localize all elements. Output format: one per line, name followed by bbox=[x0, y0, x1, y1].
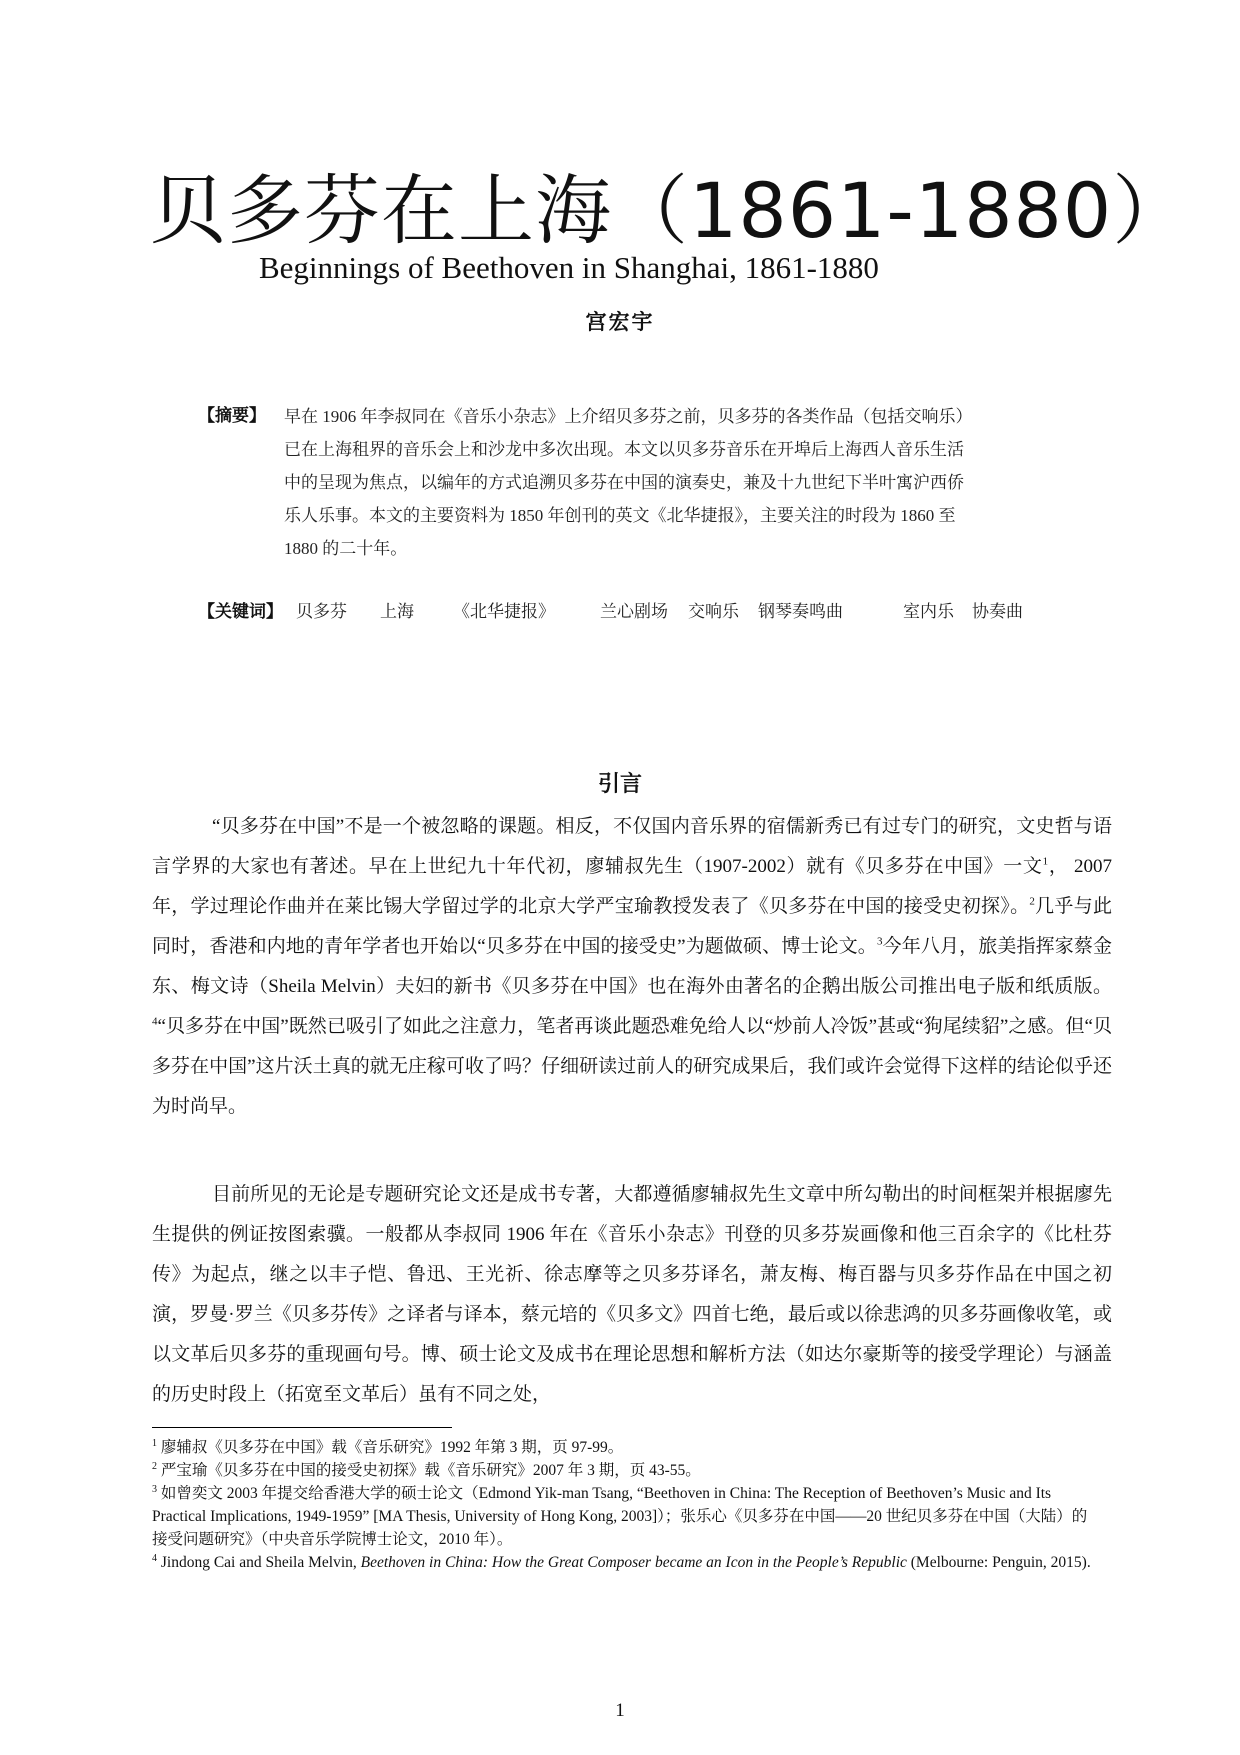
section-heading-intro: 引言 bbox=[597, 772, 642, 797]
footnotes bbox=[152, 1436, 1092, 1574]
abstract-line: 早在 1906 年李叔同在《音乐小杂志》上介绍贝多芬之前，贝多芬的各类作品（包括交响乐） bbox=[284, 407, 973, 426]
keyword-item: 上海 bbox=[380, 602, 414, 621]
author-name: 宫宏宇 bbox=[585, 310, 655, 334]
footnote-1: $^1$ 廖辅叔《贝多芬在中国》载《音乐研究》1992 年第 3 期，页 97-99。 bbox=[152, 1437, 624, 1456]
body-paragraph-1: “贝多芬在中国”不是一个被忽略的课题。相反，不仅国内音乐界的宿儒新秀已有过专门的研究，文史哲与语言学界的大家也有著述。早在上世纪九十年代初，廖辅叔先生（1907-2002）就有《贝多芬在中国》一文$^1$， 2007 年，学过理论作曲并在莱比锡大学留过学的北京大学严宝瑜教授发表了《贝多芬在中国的接受史初探》。$^2$几乎与此同时，香港和内地的青年学者也开始以“贝多芬在中国的接受史”为题做硕、博士论文。$^3$今年八月，旅美指挥家蔡金东、梅文诗（Sheila Melvin）夫妇的新书《贝多芬在中国》也在海外由著名的企鹅出版公司推出电子版和纸质版。$^4$“贝多芬在中国”既然已吸引了如此之注意力，笔者再谈此题恐难免给人以“炒前人冷饭”甚或“狗尾续貂”之感。但“贝多芬在中国”这片沃土真的就无庄稼可收了吗？仔细研读过前人的研究成果后，我们或许会觉得下这样的结论似乎还为时尚早。 bbox=[152, 816, 1112, 1117]
footnote-ref-1[interactable]: 1 bbox=[1042, 855, 1049, 868]
keyword-item: 室内乐 bbox=[903, 602, 954, 621]
footnote-ref-2[interactable]: 2 bbox=[1029, 895, 1035, 908]
keyword-item: 协奏曲 bbox=[972, 602, 1023, 621]
keyword-item: 钢琴奏鸣曲 bbox=[758, 602, 843, 621]
keyword-item: 交响乐 bbox=[688, 602, 739, 621]
keywords-label: 【关键词】 bbox=[198, 602, 283, 622]
keyword-item: 《北华捷报》 bbox=[453, 602, 555, 621]
abstract-line: 乐人乐事。本文的主要资料为 1850 年创刊的英文《北华捷报》，主要关注的时段为 1860 至 bbox=[284, 506, 956, 525]
footnote-4: $^4$ Jindong Cai and Sheila Melvin, Beethoven in China: How the Great Composer became an Icon in the People’s Republic (Melbourne: Penguin, 2015). bbox=[152, 1552, 1091, 1571]
abstract-label: 【摘要】 bbox=[198, 406, 266, 426]
abstract-text bbox=[284, 400, 1044, 565]
footnote-ref-4[interactable]: 4 bbox=[152, 1015, 158, 1028]
footnote-ref-3[interactable]: 3 bbox=[876, 935, 883, 948]
abstract-line: 已在上海租界的音乐会上和沙龙中多次出现。本文以贝多芬音乐在开埠后上海西人音乐生活 bbox=[284, 440, 964, 459]
keyword-item: 兰心剧场 bbox=[600, 602, 668, 621]
footnote-2: $^2$ 严宝瑜《贝多芬在中国的接受史初探》载《音乐研究》2007 年 3 期，页 43-55。 bbox=[152, 1460, 701, 1479]
abstract-line: 中的呈现为焦点，以编年的方式追溯贝多芬在中国的演奏史，兼及十九世纪下半叶寓沪西侨 bbox=[284, 473, 964, 492]
footnote-3: $^3$ 如曾奕文 2003 年提交给香港大学的硕士论文（Edmond Yik-man Tsang, “Beethoven in China: The Reception of Beethoven’s Music and Its Practical Implications, 1949-1959” [MA Thesis, University of Hong Kong, 2003]）；张乐心《贝多芬在中国——20 世纪贝多芬在中国（大陆）的接受问题研究》（中央音乐学院博士论文，2010 年）。 bbox=[152, 1483, 1088, 1548]
footnote-divider bbox=[152, 1427, 452, 1428]
page-number: 1 bbox=[615, 1700, 625, 1721]
body-paragraph-2: 目前所见的无论是专题研究论文还是成书专著，大都遵循廖辅叔先生文章中所勾勒出的时间框架并根据廖先生提供的例证按图索骥。一般都从李叔同 1906 年在《音乐小杂志》刊登的贝多芬炭画像和他三百余字的《比杜芬传》为起点，继之以丰子恺、鲁迅、王光祈、徐志摩等之贝多芬译名，萧友梅、梅百器与贝多芬作品在中国之初演，罗曼·罗兰《贝多芬传》之译者与译本，蔡元培的《贝多文》四首七绝，最后或以徐悲鸿的贝多芬画像收笔，或以文革后贝多芬的重现画句号。博、硕士论文及成书在理论思想和解析方法（如达尔豪斯等的接受学理论）与涵盖的历史时段上（拓宽至文革后）虽有不同之处， bbox=[152, 1184, 1112, 1405]
paper-subtitle: Beginnings of Beethoven in Shanghai, 1861-1880 bbox=[259, 250, 879, 285]
paper-title: 贝多芬在上海（1861-1880） bbox=[150, 166, 1190, 255]
keyword-item: 贝多芬 bbox=[296, 602, 347, 621]
abstract-line: 1880 的二十年。 bbox=[284, 539, 408, 558]
